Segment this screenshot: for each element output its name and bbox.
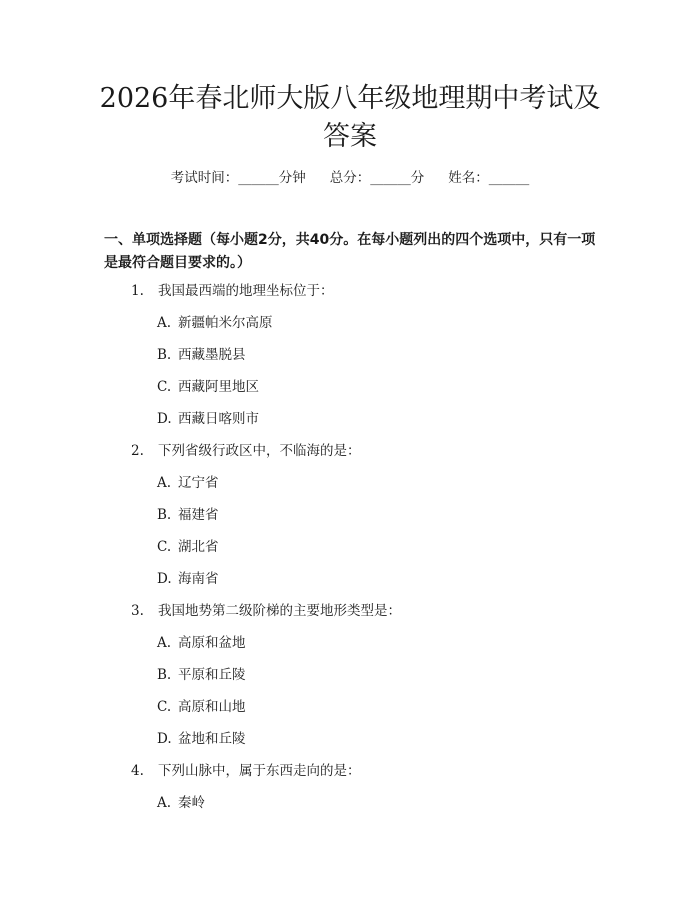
option-letter: D. — [157, 571, 172, 587]
option-text: 西藏墨脱县 — [178, 347, 246, 363]
page-title: 2026年春北师大版八年级地理期中考试及答案 — [99, 83, 601, 152]
question-2 — [131, 442, 361, 460]
question-1-option-c — [157, 378, 259, 396]
option-letter: A. — [157, 635, 172, 651]
option-text: 海南省 — [178, 571, 219, 587]
option-text: 盆地和丘陵 — [178, 731, 246, 747]
question-number: 1. — [131, 283, 144, 299]
question-2-option-a — [157, 474, 219, 492]
question-2-option-c — [157, 538, 219, 556]
question-2-option-d — [157, 570, 219, 588]
option-letter: D. — [157, 731, 172, 747]
option-text: 平原和丘陵 — [178, 667, 246, 683]
option-text: 湖北省 — [178, 539, 219, 555]
option-letter: A. — [157, 475, 172, 491]
question-number: 3. — [131, 603, 144, 619]
section-heading: 一、单项选择题（每小题2分，共40分。在每小题列出的四个选项中，只有一项是最符合题目要求的。） — [104, 232, 596, 271]
total-score-field: 总分：______分 — [329, 170, 425, 186]
question-3-option-c — [157, 698, 246, 716]
option-text: 福建省 — [178, 507, 219, 523]
option-letter: C. — [157, 539, 172, 555]
question-text: 我国地势第二级阶梯的主要地形类型是： — [158, 603, 401, 619]
option-text: 高原和山地 — [178, 699, 246, 715]
question-3-option-b — [157, 666, 246, 684]
option-letter: B. — [157, 507, 172, 523]
exam-info-line — [0, 169, 700, 187]
question-3-option-d — [157, 730, 246, 748]
option-letter: D. — [157, 411, 172, 427]
question-number: 2. — [131, 443, 144, 459]
question-text: 下列省级行政区中，不临海的是： — [158, 443, 361, 459]
question-number: 4. — [131, 763, 144, 779]
question-1-option-b — [157, 346, 246, 364]
option-text: 西藏阿里地区 — [178, 379, 259, 395]
option-text: 辽宁省 — [178, 475, 219, 491]
question-4 — [131, 762, 361, 780]
question-2-option-b — [157, 506, 219, 524]
question-text: 我国最西端的地理坐标位于： — [158, 283, 334, 299]
option-text: 秦岭 — [178, 795, 205, 811]
question-1 — [131, 282, 334, 300]
option-text: 西藏日喀则市 — [178, 411, 259, 427]
option-letter: A. — [157, 795, 172, 811]
option-letter: C. — [157, 379, 172, 395]
question-4-option-a — [157, 794, 205, 812]
option-letter: B. — [157, 347, 172, 363]
student-name-field: 姓名：______ — [448, 170, 530, 186]
question-1-option-a — [157, 314, 273, 332]
exam-time-field: 考试时间：______分钟 — [170, 170, 306, 186]
question-text: 下列山脉中，属于东西走向的是： — [158, 763, 361, 779]
option-text: 高原和盆地 — [178, 635, 246, 651]
option-letter: B. — [157, 667, 172, 683]
option-text: 新疆帕米尔高原 — [178, 315, 273, 331]
question-3 — [131, 602, 401, 620]
option-letter: A. — [157, 315, 172, 331]
option-letter: C. — [157, 699, 172, 715]
question-3-option-a — [157, 634, 246, 652]
question-1-option-d — [157, 410, 259, 428]
